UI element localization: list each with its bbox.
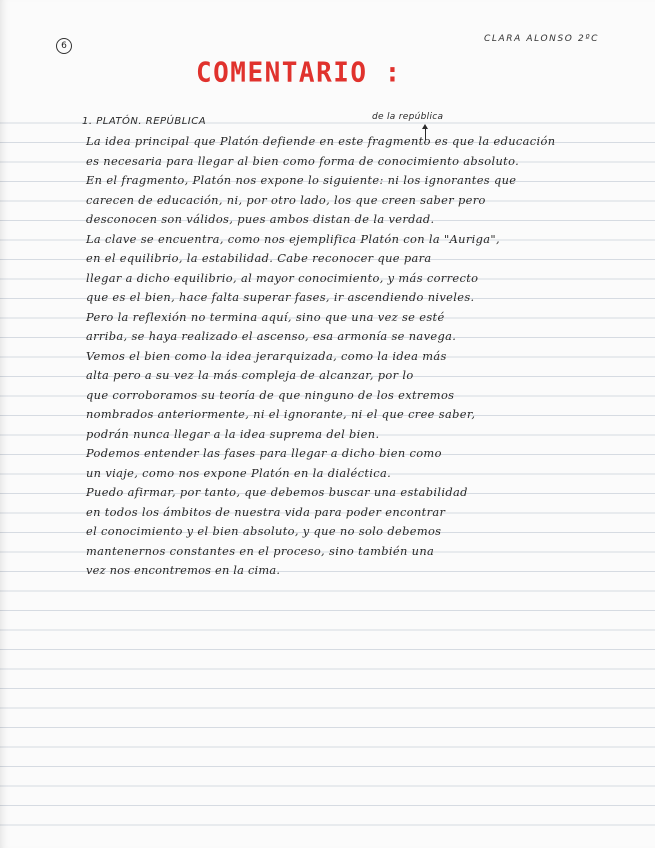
text-line: carecen de educación, ni, por otro lado, los que creen saber pero: [86, 192, 486, 207]
author-name: CLARA ALONSO 2ºC: [484, 34, 599, 44]
text-line: alta pero a su vez la más compleja de alcanzar, por lo: [86, 368, 414, 382]
text-line: un viaje, como nos expone Platón en la dialéctica.: [86, 465, 392, 480]
text-line: que es el bien, hace falta superar fases, ir ascendiendo niveles.: [86, 290, 475, 304]
text-line: en todos los ámbitos de nuestra vida para poder encontrar: [86, 504, 446, 519]
text-line: mantenernos constantes en el proceso, sino también una: [86, 543, 435, 558]
text-line: que corroboramos su teoría de que ninguno de los extremos: [86, 387, 455, 402]
text-line: desconocen son válidos, pues ambos distan de la verdad.: [86, 212, 435, 226]
text-line: Vemos el bien como la idea jerarquizada, como la idea más: [86, 348, 447, 363]
text-line: En el fragmento, Platón nos expone lo siguiente: ni los ignorantes que: [86, 173, 517, 187]
handwritten-body: [86, 132, 586, 581]
text-line: nombrados anteriormente, ni el ignorante, ni el que cree saber,: [86, 407, 476, 421]
text-line: llegar a dicho equilibrio, al mayor conocimiento, y más correcto: [86, 270, 479, 285]
text-line: el conocimiento y el bien absoluto, y que no solo debemos: [86, 524, 442, 538]
text-line: Podemos entender las fases para llegar a dicho bien como: [86, 446, 442, 460]
margin-insertion-note: de la república: [372, 112, 444, 122]
page-title: COMENTARIO :: [196, 57, 402, 89]
text-line: Pero la reflexión no termina aquí, sino que una vez se esté: [86, 309, 445, 324]
text-line: La clave se encuentra, como nos ejemplifica Platón con la "Auriga",: [86, 231, 500, 246]
text-line: es necesaria para llegar al bien como forma de conocimiento absoluto.: [86, 153, 520, 168]
text-line: La idea principal que Platón defiende en este fragmento es que la educación: [86, 134, 556, 148]
text-line: arriba, se haya realizado el ascenso, esa armonía se navega.: [86, 329, 457, 343]
section-heading: 1. PLATÓN. REPÚBLICA: [82, 116, 207, 127]
text-line: Puedo afirmar, por tanto, que debemos buscar una estabilidad: [86, 485, 468, 499]
text-line: podrán nunca llegar a la idea suprema del bien.: [86, 426, 380, 441]
page-number-badge: 6: [56, 38, 72, 54]
text-line: vez nos encontremos en la cima.: [86, 563, 281, 577]
text-line: en el equilibrio, la estabilidad. Cabe reconocer que para: [86, 251, 432, 265]
